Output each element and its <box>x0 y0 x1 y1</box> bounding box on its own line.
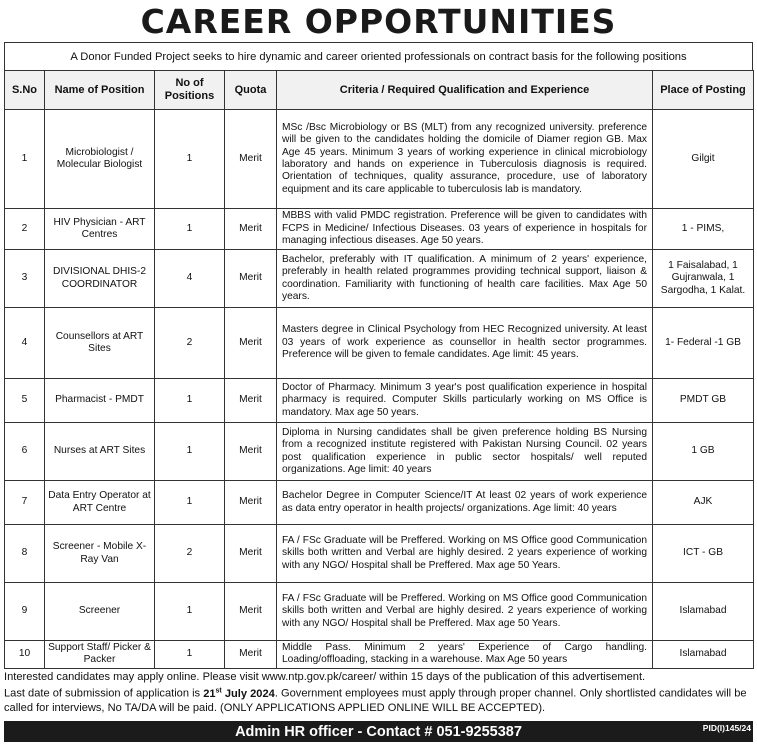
serial-number-cell: 8 <box>5 525 45 583</box>
criteria-cell: Diploma in Nursing candidates shall be given preference holding BS Nursing from a recognized institute registered with Pakistan Nursing Council. 02 years post qualification experience in public sector hospitals/ well reputed organizations. Age limit: 40 years <box>277 423 653 481</box>
apply-online-note: Interested candidates may apply online. Please visit www.ntp.gov.pk/career/ within 15 days of the publication of this advertisement. <box>4 670 646 683</box>
table-row <box>5 209 754 250</box>
table-row <box>5 308 754 379</box>
intro-text: A Donor Funded Project seeks to hire dynamic and career oriented professionals on contract basis for the following positions <box>4 42 753 70</box>
positions-count-cell: 1 <box>155 110 225 209</box>
position-name-cell: Screener <box>45 583 155 641</box>
serial-number-cell: 10 <box>5 641 45 669</box>
positions-count-cell: 1 <box>155 423 225 481</box>
serial-number-cell: 5 <box>5 379 45 423</box>
quota-cell: Merit <box>225 308 277 379</box>
criteria-cell: FA / FSc Graduate will be Preffered. Working on MS Office good Communication skills both written and Verbal are highly desired. 2 years experience of working with any NGO/ Hospital shall be Preffered. Max age 50 Years. <box>277 525 653 583</box>
criteria-cell: Doctor of Pharmacy. Minimum 3 year's post qualification experience in hospital pharmacy is required. Computer Skills particularly working on MS Office is mandatory. Max age 50 years. <box>277 379 653 423</box>
posting-place-cell: 1 GB <box>653 423 754 481</box>
serial-number-cell: 9 <box>5 583 45 641</box>
positions-table <box>4 70 754 669</box>
quota-cell: Merit <box>225 583 277 641</box>
position-name-cell: Pharmacist - PMDT <box>45 379 155 423</box>
posting-place-cell: AJK <box>653 481 754 525</box>
serial-number-cell: 6 <box>5 423 45 481</box>
posting-place-cell: 1 Faisalabad, 1 Gujranwala, 1 Sargodha, 1 Kalat. <box>653 250 754 308</box>
quota-cell: Merit <box>225 481 277 525</box>
position-name-cell: DIVISIONAL DHIS-2 COORDINATOR <box>45 250 155 308</box>
posting-place-cell: ICT - GB <box>653 525 754 583</box>
positions-count-cell: 1 <box>155 379 225 423</box>
table-row <box>5 525 754 583</box>
positions-count-cell: 2 <box>155 308 225 379</box>
positions-count-cell: 1 <box>155 481 225 525</box>
position-name-cell: Nurses at ART Sites <box>45 423 155 481</box>
table-row <box>5 423 754 481</box>
position-name-cell: Support Staff/ Picker & Packer <box>45 641 155 669</box>
quota-cell: Merit <box>225 379 277 423</box>
serial-number-cell: 3 <box>5 250 45 308</box>
column-header: Quota <box>225 71 277 110</box>
posting-place-cell: 1 - PIMS, <box>653 209 754 250</box>
pid-number: PID(I)145/24 <box>702 723 751 733</box>
serial-number-cell: 7 <box>5 481 45 525</box>
column-header: No of Positions <box>155 71 225 110</box>
quota-cell: Merit <box>225 209 277 250</box>
position-name-cell: Data Entry Operator at ART Centre <box>45 481 155 525</box>
deadline-note: Last date of submission of application is 21st July 2024. Government employees must apply through proper channel. Only shortlisted candidates will be called for interviews, No TA/DA will be paid. (ONLY APPLICATIONS APPLIED ONLINE WILL BE ACCEPTED). <box>4 687 747 714</box>
footer-notes <box>4 669 753 716</box>
position-name-cell: Screener - Mobile X-Ray Van <box>45 525 155 583</box>
criteria-cell: MBBS with valid PMDC registration. Preference will be given to candidates with FCPS in Medicine/ Infectious Diseases. 03 years of experience in hospitals for managing infectious diseases. Age 50 years. <box>277 209 653 250</box>
posting-place-cell: Gilgit <box>653 110 754 209</box>
position-name-cell: HIV Physician - ART Centres <box>45 209 155 250</box>
positions-count-cell: 1 <box>155 641 225 669</box>
positions-count-cell: 1 <box>155 583 225 641</box>
table-row <box>5 110 754 209</box>
table-row <box>5 641 754 669</box>
quota-cell: Merit <box>225 423 277 481</box>
column-header: Place of Posting <box>653 71 754 110</box>
contact-banner: Admin HR officer - Contact # 051-9255387 <box>4 721 753 742</box>
serial-number-cell: 2 <box>5 209 45 250</box>
table-row <box>5 583 754 641</box>
posting-place-cell: Islamabad <box>653 583 754 641</box>
posting-place-cell: Islamabad <box>653 641 754 669</box>
quota-cell: Merit <box>225 641 277 669</box>
table-row <box>5 481 754 525</box>
criteria-cell: Masters degree in Clinical Psychology from HEC Recognized university. At least 03 years of work experience as counsellor in health sector programmes. Preference will be given to female candidates. Age limit: 45 years. <box>277 308 653 379</box>
column-header: Criteria / Required Qualification and Experience <box>277 71 653 110</box>
criteria-cell: MSc /Bsc Microbiology or BS (MLT) from any recognized university. preference will be given to the candidates holding the domicile of Diamer region GB. Max Age 45 years. Minimum 3 years of working experience in clinical microbiology laboratory and hands on experience in Tuberculosis diagnosis is required. Orientation of techniques, quality assurance, procedure, use of laboratory equipment and its care applicable to tuberculosis lab is mandatory. <box>277 110 653 209</box>
column-header: S.No <box>5 71 45 110</box>
position-name-cell: Counsellors at ART Sites <box>45 308 155 379</box>
table-header-row <box>5 71 754 110</box>
positions-count-cell: 4 <box>155 250 225 308</box>
posting-place-cell: 1- Federal -1 GB <box>653 308 754 379</box>
positions-count-cell: 2 <box>155 525 225 583</box>
criteria-cell: Bachelor Degree in Computer Science/IT At least 02 years of work experience as data entry operator in health projects/ organizations. Age limit: 40 years <box>277 481 653 525</box>
page-title: CAREER OPPORTUNITIES <box>140 1 617 41</box>
table-row <box>5 379 754 423</box>
column-header: Name of Position <box>45 71 155 110</box>
serial-number-cell: 1 <box>5 110 45 209</box>
quota-cell: Merit <box>225 525 277 583</box>
criteria-cell: FA / FSc Graduate will be Preffered. Working on MS Office good Communication skills both written and Verbal are highly desired. 2 years experience of working with any NGO/ Hospital shall be Preffered. Max age 50 Years. <box>277 583 653 641</box>
posting-place-cell: PMDT GB <box>653 379 754 423</box>
quota-cell: Merit <box>225 110 277 209</box>
criteria-cell: Middle Pass. Minimum 2 years' Experience of Cargo handling. Loading/offloading, stacking in a warehouse. Max Age 50 years <box>277 641 653 669</box>
table-row <box>5 250 754 308</box>
criteria-cell: Bachelor, preferably with IT qualification. A minimum of 2 years' experience, preferably in health related programmes providing technical support, liaison & coordination. Familiarity with functioning of health care facilities. Max Age 50 years. <box>277 250 653 308</box>
positions-count-cell: 1 <box>155 209 225 250</box>
quota-cell: Merit <box>225 250 277 308</box>
position-name-cell: Microbiologist / Molecular Biologist <box>45 110 155 209</box>
serial-number-cell: 4 <box>5 308 45 379</box>
